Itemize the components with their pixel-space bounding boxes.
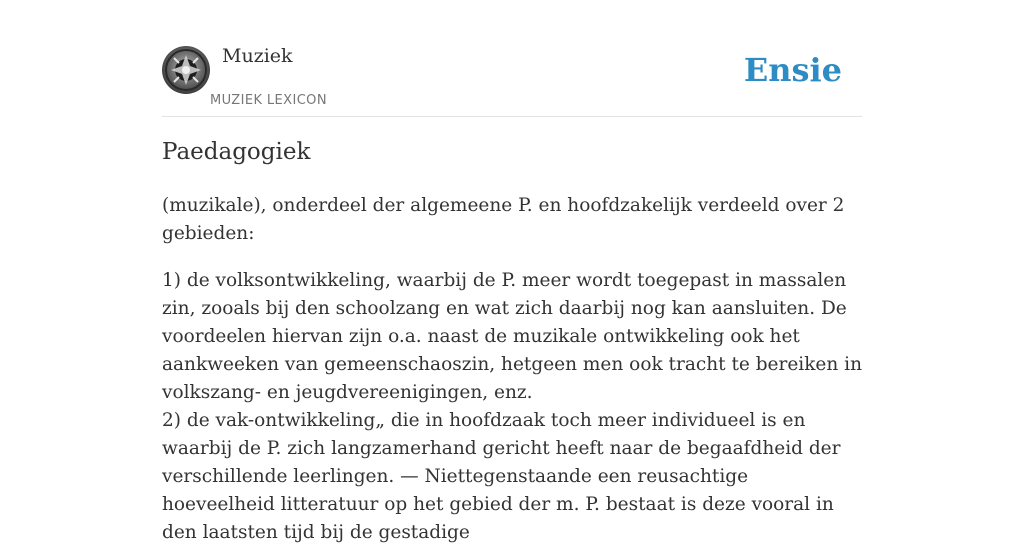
article-paragraph: 2) de vak-ontwikkeling„ die in hoofdzaak toch meer individueel is en waarbij de P. zich langzamerhand gericht heeft naar de begaafdheid der verschillende leerlingen. — Niettegenstaande een reusachtige hoeveelheid litteratuur op het gebied der m. P. bestaat is deze vooral in den laatsten tijd bij de gestadige [162,410,841,543]
source-subtitle[interactable]: MUZIEK LEXICON [210,93,327,108]
brand-logo[interactable]: Ensie [743,51,842,89]
page-title: Paedagogiek [162,139,311,165]
article-paragraph: (muzikale), onderdeel der algemeene P. en hoofdzakelijk verdeeld over 2 gebieden: [162,195,845,244]
source-name[interactable]: Muziek [222,45,293,67]
header [162,0,862,117]
article-body [162,192,862,547]
music-emblem-icon[interactable] [162,46,210,94]
article-paragraph: 1) de volksontwikkeling, waarbij de P. meer wordt toegepast in massalen zin, zooals bij den schoolzang en wat zich daarbij nog kan aansluiten. De voordeelen hiervan zijn o.a. naast de muzikale ontwikkeling ook het aankweeken van gemeenschaoszin, hetgeen men ook tracht te bereiken in volkszang- en jeugdvereenigingen, enz. [162,270,862,403]
